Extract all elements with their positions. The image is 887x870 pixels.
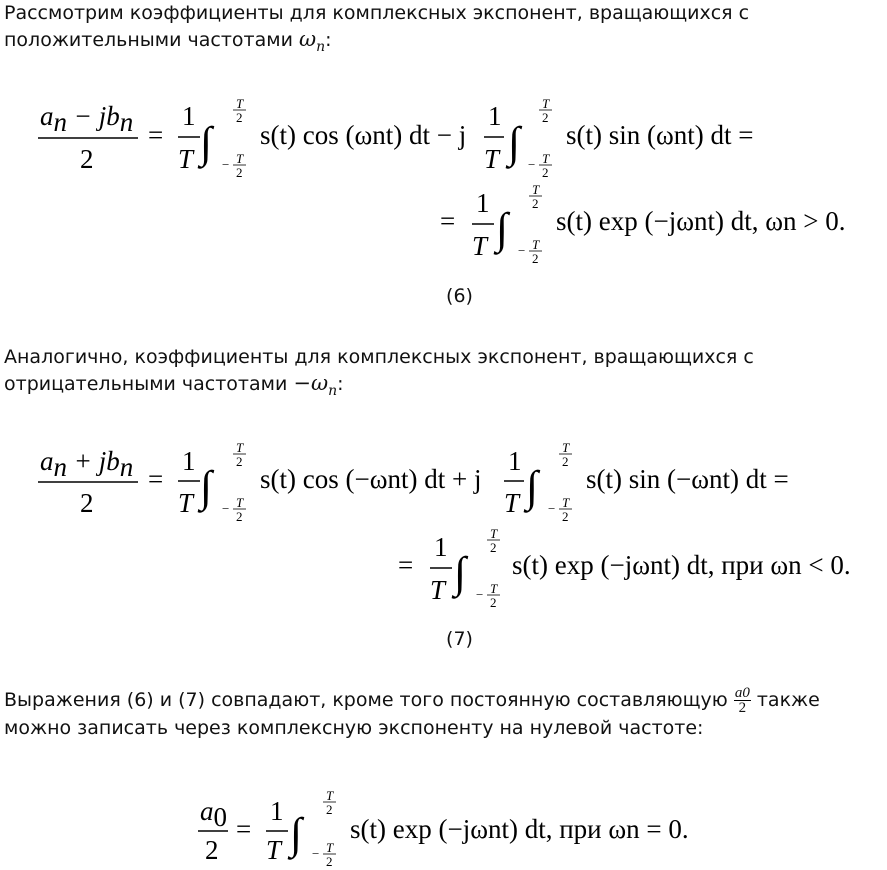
svg-text:T: T	[562, 495, 570, 510]
svg-text:a0: a0	[200, 796, 227, 832]
svg-text:−: −	[518, 243, 526, 258]
svg-text:−: −	[548, 501, 556, 516]
svg-text:T: T	[236, 495, 244, 510]
svg-text:T: T	[532, 182, 540, 197]
omega-subscript: n	[316, 38, 326, 55]
svg-text:an − jbn: an − jbn	[40, 101, 134, 137]
eq7-line1-part1: s(t) cos (−ωnt) dt + j	[260, 464, 482, 494]
svg-text:∫: ∫	[508, 118, 521, 167]
svg-text:∫: ∫	[496, 204, 509, 253]
equation-6	[0, 80, 887, 280]
svg-text:2: 2	[236, 454, 243, 469]
svg-text:∫: ∫	[454, 548, 467, 597]
svg-text:2: 2	[490, 540, 497, 555]
svg-text:T: T	[542, 151, 550, 166]
svg-text:2: 2	[236, 165, 243, 180]
svg-text:2: 2	[542, 110, 549, 125]
svg-text:1: 1	[182, 101, 196, 131]
svg-text:2: 2	[490, 595, 497, 610]
svg-text:2: 2	[205, 835, 219, 865]
svg-text:T: T	[236, 440, 244, 455]
svg-text:2: 2	[532, 196, 539, 211]
svg-text:T: T	[430, 575, 446, 605]
svg-text:1: 1	[270, 796, 284, 826]
svg-text:=: =	[236, 814, 252, 844]
equation-7-line-2	[398, 526, 851, 610]
svg-text:2: 2	[532, 251, 539, 266]
svg-text:−: −	[222, 501, 230, 516]
fraction-denominator: 2	[738, 700, 747, 716]
svg-text:T: T	[236, 151, 244, 166]
omega-subscript: n	[328, 382, 338, 399]
paragraph-text: Аналогично, коэффициенты для комплексных экспонент, вращающихся с отрицательными частотами	[4, 346, 754, 395]
equation-a0	[0, 780, 887, 870]
paragraph-positive-frequencies	[4, 0, 879, 60]
svg-text:−: −	[312, 846, 320, 861]
svg-text:1: 1	[508, 446, 522, 476]
paragraph-text: Рассмотрим коэффициенты для комплексных экспонент, вращающихся с положительными частотами	[4, 2, 750, 51]
svg-text:2: 2	[326, 854, 333, 869]
svg-text:∫: ∫	[200, 118, 213, 167]
svg-text:T: T	[266, 835, 282, 865]
svg-text:an + jbn: an + jbn	[40, 446, 134, 482]
svg-text:2: 2	[80, 488, 94, 518]
equation-6-line-1	[38, 96, 753, 180]
equation-7-line-1	[38, 440, 789, 524]
svg-text:T: T	[472, 231, 488, 261]
equation-6-line-2	[440, 182, 845, 266]
svg-text:T: T	[562, 440, 570, 455]
svg-text:2: 2	[542, 165, 549, 180]
paragraph-colon: :	[337, 373, 344, 395]
svg-text:−: −	[528, 157, 536, 172]
eq6-line1-part1: s(t) cos (ωnt) dt − j	[260, 120, 467, 150]
svg-text:1: 1	[476, 188, 490, 218]
svg-text:T: T	[490, 581, 498, 596]
svg-text:=: =	[148, 464, 164, 494]
equation-number-6: (6)	[446, 285, 473, 307]
svg-text:2: 2	[236, 110, 243, 125]
svg-text:T: T	[542, 96, 550, 111]
svg-text:2: 2	[562, 454, 569, 469]
svg-text:=: =	[398, 550, 414, 580]
svg-text:T: T	[504, 488, 520, 518]
svg-text:1: 1	[488, 101, 502, 131]
svg-text:2: 2	[326, 802, 333, 817]
svg-text:2: 2	[80, 144, 94, 174]
svg-text:∫: ∫	[290, 809, 303, 858]
equation-7	[0, 420, 887, 620]
svg-text:∫: ∫	[526, 462, 539, 511]
paragraph-negative-frequencies	[4, 344, 879, 404]
svg-text:T: T	[178, 144, 194, 174]
svg-text:T: T	[236, 96, 244, 111]
svg-text:−: −	[222, 157, 230, 172]
eq6-line1-part2: s(t) sin (ωnt) dt =	[566, 120, 754, 150]
svg-text:=: =	[148, 120, 164, 150]
svg-text:−: −	[476, 587, 484, 602]
equation-number-7: (7)	[446, 628, 473, 650]
svg-text:T: T	[326, 840, 334, 855]
paragraph-text-b: также можно записать через комплексную экспоненту на нулевой частоте:	[4, 689, 820, 739]
svg-text:1: 1	[434, 532, 448, 562]
svg-text:2: 2	[236, 509, 243, 524]
svg-text:T: T	[490, 526, 498, 541]
svg-text:T: T	[484, 144, 500, 174]
eq8-line: s(t) exp (−jωnt) dt, при ωn = 0.	[350, 814, 689, 844]
eq7-line1-part2: s(t) sin (−ωnt) dt =	[586, 464, 789, 494]
paragraph-constant-component	[4, 686, 879, 741]
svg-text:T: T	[532, 237, 540, 252]
paragraph-colon: :	[325, 29, 332, 51]
omega-symbol: ω	[298, 27, 317, 51]
svg-text:2: 2	[562, 509, 569, 524]
eq6-line2: s(t) exp (−jωnt) dt, ωn > 0.	[556, 206, 846, 236]
fraction-numerator: a0	[734, 685, 750, 701]
svg-text:∫: ∫	[200, 462, 213, 511]
svg-text:T: T	[178, 488, 194, 518]
a0-over-2-fraction	[734, 686, 751, 715]
minus-omega-symbol: −ω	[293, 371, 329, 395]
svg-text:T: T	[326, 788, 334, 803]
svg-text:=: =	[440, 206, 456, 236]
paragraph-text-a: Выражения (6) и (7) совпадают, кроме того постоянную составляющую	[4, 689, 734, 711]
eq7-line2: s(t) exp (−jωnt) dt, при ωn < 0.	[512, 550, 851, 580]
svg-text:1: 1	[182, 446, 196, 476]
